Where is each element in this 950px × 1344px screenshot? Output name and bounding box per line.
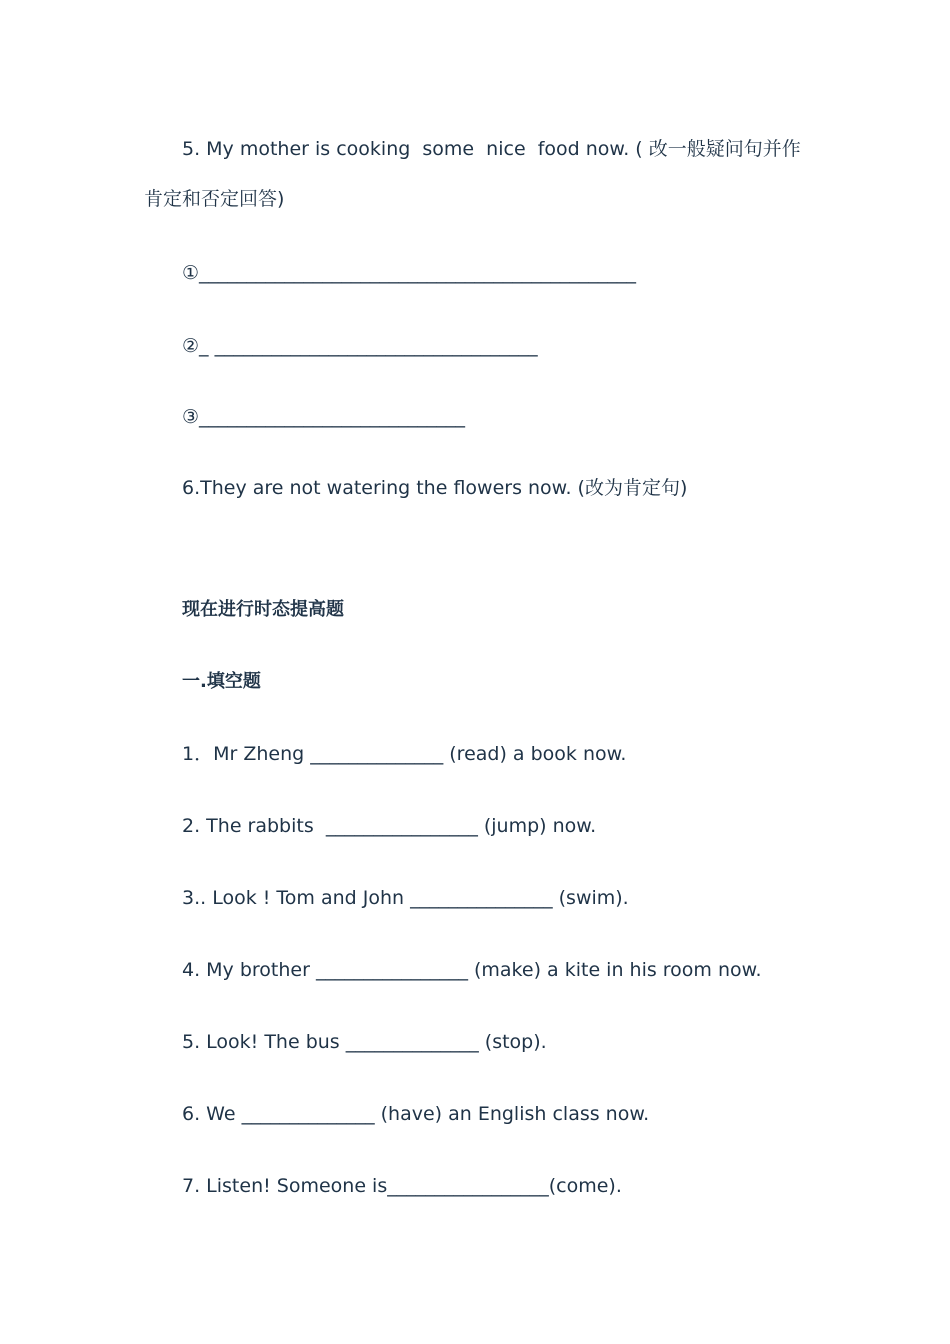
- fill-item-5: 5. Look! The bus ______________ (stop).: [182, 1031, 547, 1053]
- question-5-line-1: 5. My mother is cooking some nice food now. ( 改一般疑问句并作: [182, 138, 801, 160]
- question-6: 6.They are not watering the flowers now. (改为肯定句): [182, 477, 688, 499]
- answer-blank-3: ③____________________________: [182, 406, 466, 428]
- fill-item-2: 2. The rabbits ________________ (jump) now.: [182, 815, 597, 837]
- answer-blank-1: ①______________________________________________: [182, 262, 637, 284]
- fill-item-4: 4. My brother ________________ (make) a kite in his room now.: [182, 959, 762, 981]
- section-title: 现在进行时态提高题: [182, 599, 344, 620]
- section-heading-fill-in: 一.填空题: [182, 671, 261, 692]
- answer-blank-2: ②_ __________________________________: [182, 335, 538, 357]
- fill-item-6: 6. We ______________ (have) an English class now.: [182, 1103, 650, 1125]
- question-5-line-2: 肯定和否定回答): [144, 188, 285, 210]
- fill-item-3: 3.. Look ! Tom and John _______________ (swim).: [182, 887, 629, 909]
- fill-item-1: 1．Mr Zheng ______________ (read) a book now.: [182, 743, 627, 765]
- fill-item-7: 7. Listen! Someone is_________________(come).: [182, 1175, 622, 1197]
